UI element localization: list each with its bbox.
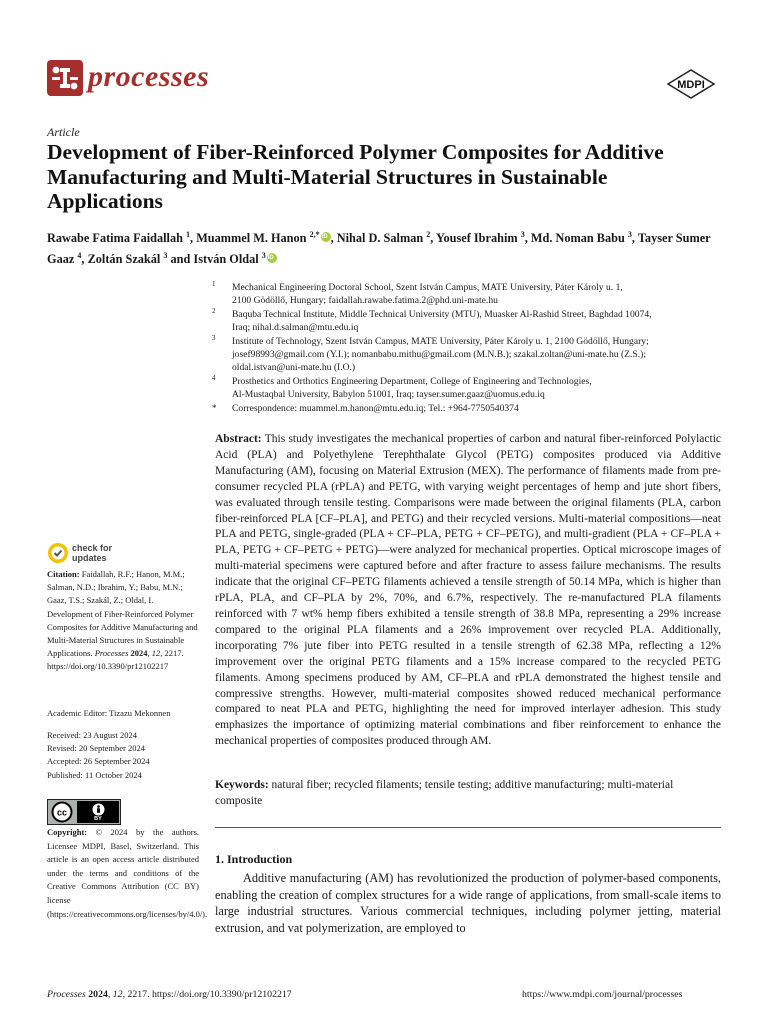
affiliations — [212, 281, 722, 415]
footer-journal-url[interactable]: https://www.mdpi.com/journal/processes — [522, 989, 683, 1000]
affiliation-item — [212, 335, 722, 375]
citation-volume: 12 — [151, 648, 161, 659]
correspondence-line: Correspondence: muammel.m.hanon@mtu.edu.iq; Tel.: +964-7750540374 — [232, 402, 519, 414]
affiliation-item — [212, 281, 722, 308]
check-for-updates-icon[interactable] — [47, 542, 69, 564]
affiliation-line: Institute of Technology, Szent István Campus, MATE University, Páter Károly u. 1, 2100 Gödöllő, Hungary; — [232, 335, 649, 347]
author-sup: 3 — [520, 230, 525, 239]
keywords-label: Keywords: — [215, 779, 269, 791]
date-received: Received: 23 August 2024 — [47, 730, 137, 740]
intro-heading: 1. Introduction — [215, 852, 293, 866]
copyright-block — [47, 826, 208, 921]
author-list — [47, 226, 727, 268]
affiliation-number: * — [212, 402, 217, 413]
check-for-updates-label[interactable] — [72, 543, 112, 563]
date-published: Published: 11 October 2024 — [47, 769, 142, 780]
affiliation-line: Iraq; nihal.d.salman@mtu.edu.iq — [232, 322, 359, 334]
abstract-label: Abstract: — [215, 433, 262, 445]
affiliation-line: oldal.istvan@uni-mate.hu (I.O.) — [232, 362, 356, 374]
date-revised: Revised: 20 September 2024 — [47, 743, 145, 754]
affiliation-number: 4 — [212, 373, 216, 382]
intro-text: Additive manufacturing (AM) has revolutionized the production of polymer-based components, enabling the creation of complex structures for a wide range of applications, from small-scale items to large industrial structures. Various commercial techniques, including polymer jetting, material extrusion, and vat polymerization, are employed to — [215, 871, 721, 935]
affiliation-number: 2 — [212, 306, 216, 315]
orcid-icon[interactable] — [267, 253, 277, 263]
by-section — [77, 801, 119, 823]
journal-name[interactable]: processes — [88, 60, 210, 93]
affiliation-line: Al-Mustaqbal University, Babylon 51001, Iraq; tayser.sumer.gaaz@uomus.edu.iq — [232, 389, 545, 401]
footer-journal: Processes — [47, 989, 86, 1000]
cc-icon — [51, 801, 73, 823]
footer-volume: 12 — [112, 989, 123, 1000]
check-line2: updates — [72, 553, 107, 563]
article-title: Development of Fiber-Reinforced Polymer Composites for Additive Manufacturing and Multi-Material Structures in Sustainable Applications — [47, 140, 664, 213]
author-sep: , — [330, 231, 337, 246]
author-sep: and — [167, 252, 194, 267]
affiliation-line: 2100 Gödöllő, Hungary; faidallah.rawabe.fatima.2@phd.uni-mate.hu — [232, 295, 498, 307]
copyright-label: Copyright: — [47, 827, 88, 837]
author-sup: 3 — [261, 251, 266, 261]
author-name[interactable]: István Oldal — [193, 252, 259, 267]
dates-block — [47, 729, 199, 782]
author-name[interactable]: Yousef Ibrahim — [435, 231, 518, 246]
affiliation-number: 3 — [212, 333, 216, 342]
affiliation-line: josef98993@gmail.com (Y.I.); nomanbabu.mithu@gmail.com (M.N.B.); szakal.zoltan@uni-mate.hu (Z.S.); — [232, 349, 646, 361]
mdpi-logo-label: MDPI — [677, 79, 705, 91]
keywords — [215, 777, 721, 809]
abstract-text: This study investigates the mechanical properties of carbon and natural fiber-reinforced Polylactic Acid (PLA) and Polyethylene Terephthalate Glycol (PETG) composites produced via Additive Manufacturing (AM), focusing on Material Extrusion (MEX). The performance of filaments made from pre-consumer recycled PLA (rPLA) and PETG, with varying weight percentages of hemp and jute short fibers, was evaluated through tensile testing. Comparisons were made between the original filaments (PLA, carbon fiber-reinforced PLA [CF–PLA], and PETG) and their recycled versions. Multi-material compositions—neat PLA and PETG, single-graded (PLA + CF–PLA, PETG + CF–PETG), and multi-gradient (PLA + CF–PLA + PLA, PETG + CF–PETG + PETG)—were analyzed for mechanical properties. Optical microscope images of multi-material specimens were captured before and after fracture to assess failure mechanisms. The results indicate that the original CF–PETG filaments achieved a tensile strength of 50.14 MPa, which is higher than rPLA, PLA, and CF–PLA by 2%, 70%, and 6.7%, respectively. The re-manufactured PLA filaments reinforced with 7 wt% hemp fibers exhibited a tensile strength of 38.8 MPa, representing a 29% increase compared to the original PLA filaments and a 26% improvement over recycled PLA. Additionally, incorporating 7% jute fiber into PETG resulted in a tensile strength of 62.38 MPa, reflecting a 12% improvement over the original PETG filaments and a 15% increase compared to the recycled PETG filaments. Among specimens produced by AM, CF–PLA and rPLA demonstrated the highest tensile and compressive strengths. However, multi-material composites showed reduced mechanical performance compared to neat PLA and PETG, highlighting the need for improved interlayer adhesion. This study emphasizes the importance of optimizing material combinations and fiber reinforcement to enhance the mechanical properties of composites produced through AM. — [215, 433, 721, 748]
keywords-text: natural fiber; recycled filaments; tensile testing; additive manufacturing; multi-material composite — [215, 779, 674, 807]
academic-editor: Academic Editor: Tizazu Mekonnen — [47, 708, 171, 718]
citation-journal: Processes — [94, 648, 129, 659]
section-divider — [215, 827, 721, 828]
by-label: BY — [94, 815, 102, 822]
cc-by-license-badge[interactable] — [47, 799, 121, 825]
author-sup: 2 — [426, 230, 431, 239]
author-name[interactable]: Rawabe Fatima Faidallah — [47, 231, 183, 246]
citation-block: Citation: Faidallah, R.F.; Hanon, M.M.; Salman, N.D.; Ibrahim, Y.; Babu, M.N.; Gaaz, T.S.; Szakál, Z.; Oldal, I. Development of Fiber-Reinforced Polymer Composites for Additive Manufacturing and Multi-Material Structures in Sustainable Applications. Processes 2024, 12, 2217. https://doi.org/10.3390/pr12102217 — [47, 569, 198, 672]
copyright-text: © 2024 by the authors. Licensee MDPI, Basel, Switzerland. This article is an open access article distributed under the terms and conditions of the Creative Commons Attribution (CC BY) license (https://creativecommons.org/licenses/by/4.0/). — [47, 827, 208, 919]
footer-citation: Processes 2024, 12, 2217. https://doi.org/10.3390/pr12102217 — [47, 989, 292, 1000]
affiliation-line: Baquba Technical Institute, Middle Technical University (MTU), Muasker Al-Rashid Street, Baghdad 10074, — [232, 308, 652, 320]
abstract — [215, 432, 721, 750]
author-sep: , — [430, 231, 436, 246]
author-name[interactable]: Zoltán Szakál — [87, 252, 161, 267]
footer-doi[interactable]: , 2217. https://doi.org/10.3390/pr12102217 — [122, 989, 292, 1000]
processes-logo-icon — [47, 60, 83, 96]
author-name[interactable]: Md. Noman Babu — [530, 231, 625, 246]
citation-rest[interactable]: , 2217. https://doi.org/10.3390/pr12102217 — [47, 648, 184, 672]
author-sup: 4 — [77, 251, 82, 261]
correspondence-item — [212, 402, 722, 415]
author-sup: 3 — [627, 230, 632, 239]
orcid-icon[interactable] — [321, 232, 331, 242]
author-sep: , — [190, 231, 197, 246]
author-sup: 2,* — [309, 230, 320, 239]
author-name[interactable]: Muammel M. Hanon — [196, 231, 307, 246]
affiliation-line: Prosthetics and Orthotics Engineering Department, College of Engineering and Technologies, — [232, 375, 592, 387]
article-type: Article — [47, 125, 80, 139]
footer-year: 2024 — [88, 989, 108, 1000]
citation-text: Faidallah, R.F.; Hanon, M.M.; Salman, N.D.; Ibrahim, Y.; Babu, M.N.; Gaaz, T.S.; Szakál, Z.; Oldal, I. Development of Fiber-Reinforced Polymer Composites for Additive Manufacturing and Multi-Material Structures in Sustainable Applications. — [47, 569, 198, 659]
author-sup: 3 — [163, 251, 168, 261]
attribution-person-icon — [92, 803, 105, 816]
date-accepted: Accepted: 26 September 2024 — [47, 756, 150, 767]
citation-year: 2024 — [130, 648, 148, 659]
citation-label: Citation: — [47, 569, 80, 579]
mdpi-logo-icon[interactable] — [666, 69, 716, 99]
author-sep: , — [524, 231, 531, 246]
affiliation-line: Mechanical Engineering Doctoral School, Szent István Campus, MATE University, Páter Károly u. 1, — [232, 282, 623, 293]
author-sep: , — [81, 252, 88, 267]
affiliation-item — [212, 308, 722, 335]
author-name[interactable]: Nihal D. Salman — [336, 231, 424, 246]
author-name[interactable]: Tayser Sumer Gaaz — [47, 231, 711, 267]
affiliation-item — [212, 375, 722, 402]
affiliation-number: 1 — [212, 280, 216, 288]
author-sep: , — [631, 231, 638, 246]
check-line1: check for — [72, 543, 113, 553]
author-sup: 1 — [186, 230, 191, 239]
svg-text:cc: cc — [56, 807, 68, 818]
